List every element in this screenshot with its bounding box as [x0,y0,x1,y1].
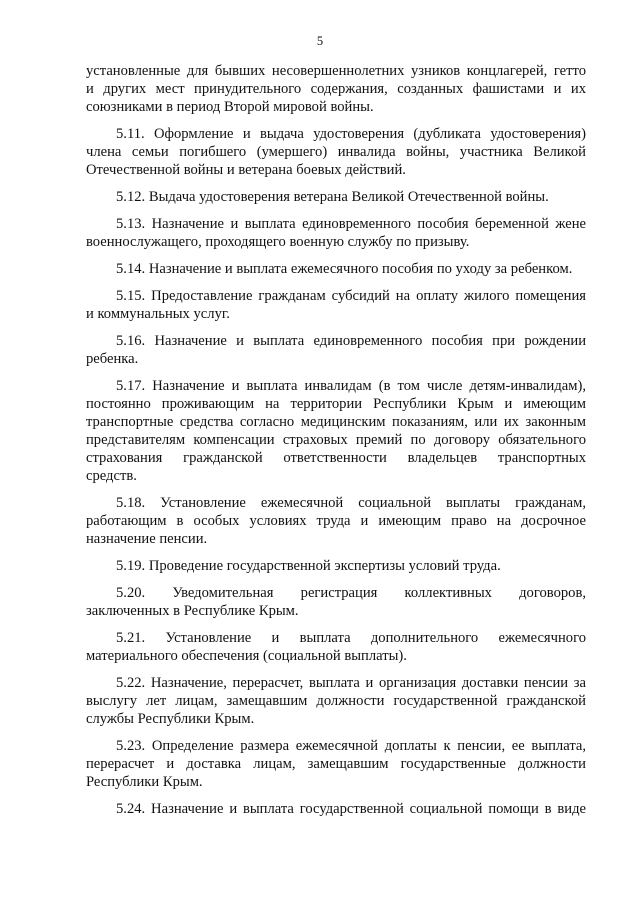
paragraph-line: установленные для бывших несовершеннолетних узников концлагерей, гетто [86,63,586,79]
paragraph-line: Республики Крым. [86,774,203,790]
paragraph-line: военнослужащего, проходящего военную службу по призыву. [86,234,470,250]
paragraph-line: 5.16. Назначение и выплата единовременного пособия при рождении [116,333,586,349]
paragraph-line: представителям компенсации страховых премий по договору обязательного [86,432,586,448]
paragraph-line: работающим в особых условиях труда и имеющим право на досрочное [86,513,586,529]
paragraph [86,557,586,575]
paragraph-line: Отечественной войны и ветерана боевых действий. [86,162,406,178]
paragraph-line: ребенка. [86,351,139,367]
paragraph-line: 5.12. Выдача удостоверения ветерана Великой Отечественной войны. [116,189,549,205]
paragraph-line: 5.23. Определение размера ежемесячной доплаты к пенсии, ее выплата, [116,738,586,754]
paragraph [86,584,586,620]
paragraph [86,737,586,791]
paragraph-line: назначение пенсии. [86,531,208,547]
paragraph-line: 5.14. Назначение и выплата ежемесячного пособия по уходу за ребенком. [116,261,573,277]
paragraph [86,629,586,665]
paragraph-line: 5.13. Назначение и выплата единовременного пособия беременной жене [116,216,586,232]
paragraph-line: страхования гражданской ответственности владельцев транспортных [86,450,586,466]
paragraph [86,287,586,323]
paragraph-line: выслугу лет лицам, замещавшим должности государственной гражданской [86,693,586,709]
paragraph [86,125,586,179]
paragraph-line: службы Республики Крым. [86,711,255,727]
paragraph [86,260,586,278]
paragraph [86,215,586,251]
paragraph [86,332,586,368]
paragraph [86,494,586,548]
paragraph-line: 5.24. Назначение и выплата государственной социальной помощи в виде [116,801,586,817]
page-number: 5 [316,34,324,48]
paragraph [86,62,586,116]
paragraph [86,377,586,485]
paragraph-line: 5.15. Предоставление гражданам субсидий на оплату жилого помещения [116,288,586,304]
paragraph-line: 5.22. Назначение, перерасчет, выплата и организация доставки пенсии за [116,675,586,691]
paragraph-line: 5.11. Оформление и выдача удостоверения (дубликата удостоверения) [116,126,586,142]
paragraph-line: 5.19. Проведение государственной экспертизы условий труда. [116,558,501,574]
paragraph-line: 5.17. Назначение и выплата инвалидам (в том числе детям-инвалидам), [116,378,586,394]
paragraph [86,674,586,728]
paragraph [86,188,586,206]
paragraph-line: транспортные средства согласно медицинским показаниям, или их законным [86,414,586,430]
paragraph-line: материального обеспечения (социальной выплаты). [86,648,407,664]
document-body [86,62,586,827]
paragraph-line: 5.21. Установление и выплата дополнительного ежемесячного [116,630,586,646]
paragraph-line: 5.20. Уведомительная регистрация коллективных договоров, [116,585,586,601]
paragraph-line: члена семьи погибшего (умершего) инвалида войны, участника Великой [86,144,586,160]
paragraph-line: и коммунальных услуг. [86,306,230,322]
paragraph-line: заключенных в Республике Крым. [86,603,299,619]
paragraph-line: перерасчет и доставка лицам, замещавшим государственные должности [86,756,586,772]
paragraph-line: и других мест принудительного содержания, созданных фашистами и их [86,81,586,97]
paragraph-line: постоянно проживающим на территории Республики Крым и имеющим [86,396,586,412]
paragraph-line: средств. [86,468,137,484]
paragraph [86,800,586,818]
paragraph-line: союзниками в период Второй мировой войны. [86,99,374,115]
paragraph-line: 5.18. Установление ежемесячной социальной выплаты гражданам, [116,495,586,511]
